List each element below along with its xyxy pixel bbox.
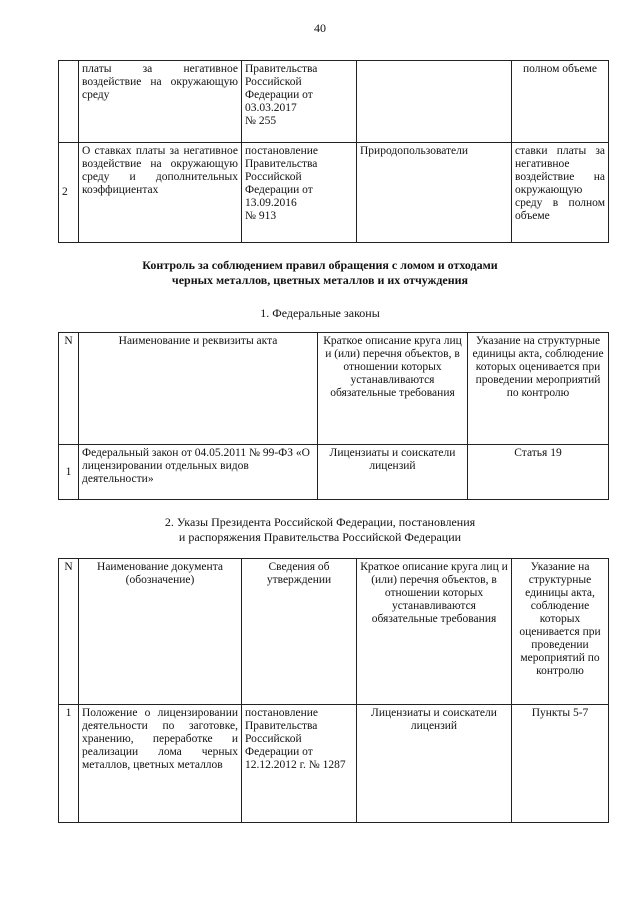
act-reference: полном объеме [512, 61, 609, 143]
act-approval: постановление Правительства Российской Федерации от 13.09.2016 № 913 [242, 143, 357, 243]
section-title-line: Контроль за соблюдением правил обращения с ломом и отходами [142, 258, 498, 272]
act-reference: Статья 19 [468, 445, 609, 500]
subsection-title-line: и распоряжения Правительства Российской Федерации [178, 530, 462, 544]
header-approval: Сведения об утверждении [242, 559, 357, 705]
header-reference: Указание на структурные единицы акта, соблюдение которых оценивается при проведении мероприятий по контролю [468, 333, 609, 445]
table-row [59, 445, 609, 500]
federal-laws-table [58, 332, 609, 500]
act-name: Федеральный закон от 04.05.2011 № 99-ФЗ «О лицензировании отдельных видов деятельности» [79, 445, 318, 500]
act-name: Положение о лицензировании деятельности по заготовке, хранению, переработке и реализации лома черных металлов, цветных металлов [79, 705, 242, 823]
row-number: 2 [59, 143, 79, 243]
act-approval: постановление Правительства Российской Федерации от 12.12.2012 г. № 1287 [242, 705, 357, 823]
section-title [0, 258, 640, 288]
continuation-table [58, 60, 609, 243]
row-number: 1 [59, 445, 79, 500]
table-header-row [59, 333, 609, 445]
decrees-table [58, 558, 609, 823]
table-row [59, 61, 609, 143]
header-subjects: Краткое описание круга лиц и (или) перечня объектов, в отношении которых устанавливаются обязательные требования [318, 333, 468, 445]
subsection-title: 1. Федеральные законы [260, 306, 380, 320]
subjects: Природопользователи [357, 143, 512, 243]
subjects: Лицензиаты и соискатели лицензий [357, 705, 512, 823]
header-subjects: Краткое описание круга лиц и (или) перечня объектов, в отношении которых устанавливаются обязательные требования [357, 559, 512, 705]
act-approval: Правительства Российской Федерации от 03.03.2017 № 255 [242, 61, 357, 143]
header-reference: Указание на структурные единицы акта, соблюдение которых оценивается при проведении мероприятий по контролю [512, 559, 609, 705]
subsection-title-line: 2. Указы Президента Российской Федерации, постановления [164, 515, 476, 529]
section-title-line: черных металлов, цветных металлов и их отчуждения [171, 273, 469, 287]
act-name: платы за негативное воздействие на окружающую среду [79, 61, 242, 143]
table-row [59, 705, 609, 823]
row-number: 1 [59, 705, 79, 823]
act-reference: Пункты 5-7 [512, 705, 609, 823]
table-header-row [59, 559, 609, 705]
subsection-title [0, 515, 640, 545]
page-number: 40 [314, 21, 326, 35]
row-number [59, 61, 79, 143]
table-row [59, 143, 609, 243]
header-num: N [59, 333, 79, 445]
header-name: Наименование документа (обозначение) [79, 559, 242, 705]
act-name: О ставках платы за негативное воздействие на окружающую среду и дополнительных коэффициентах [79, 143, 242, 243]
header-num: N [59, 559, 79, 705]
subjects [357, 61, 512, 143]
header-name: Наименование и реквизиты акта [79, 333, 318, 445]
subjects: Лицензиаты и соискатели лицензий [318, 445, 468, 500]
act-reference: ставки платы за негативное воздействие на окружающую среду в полном объеме [512, 143, 609, 243]
